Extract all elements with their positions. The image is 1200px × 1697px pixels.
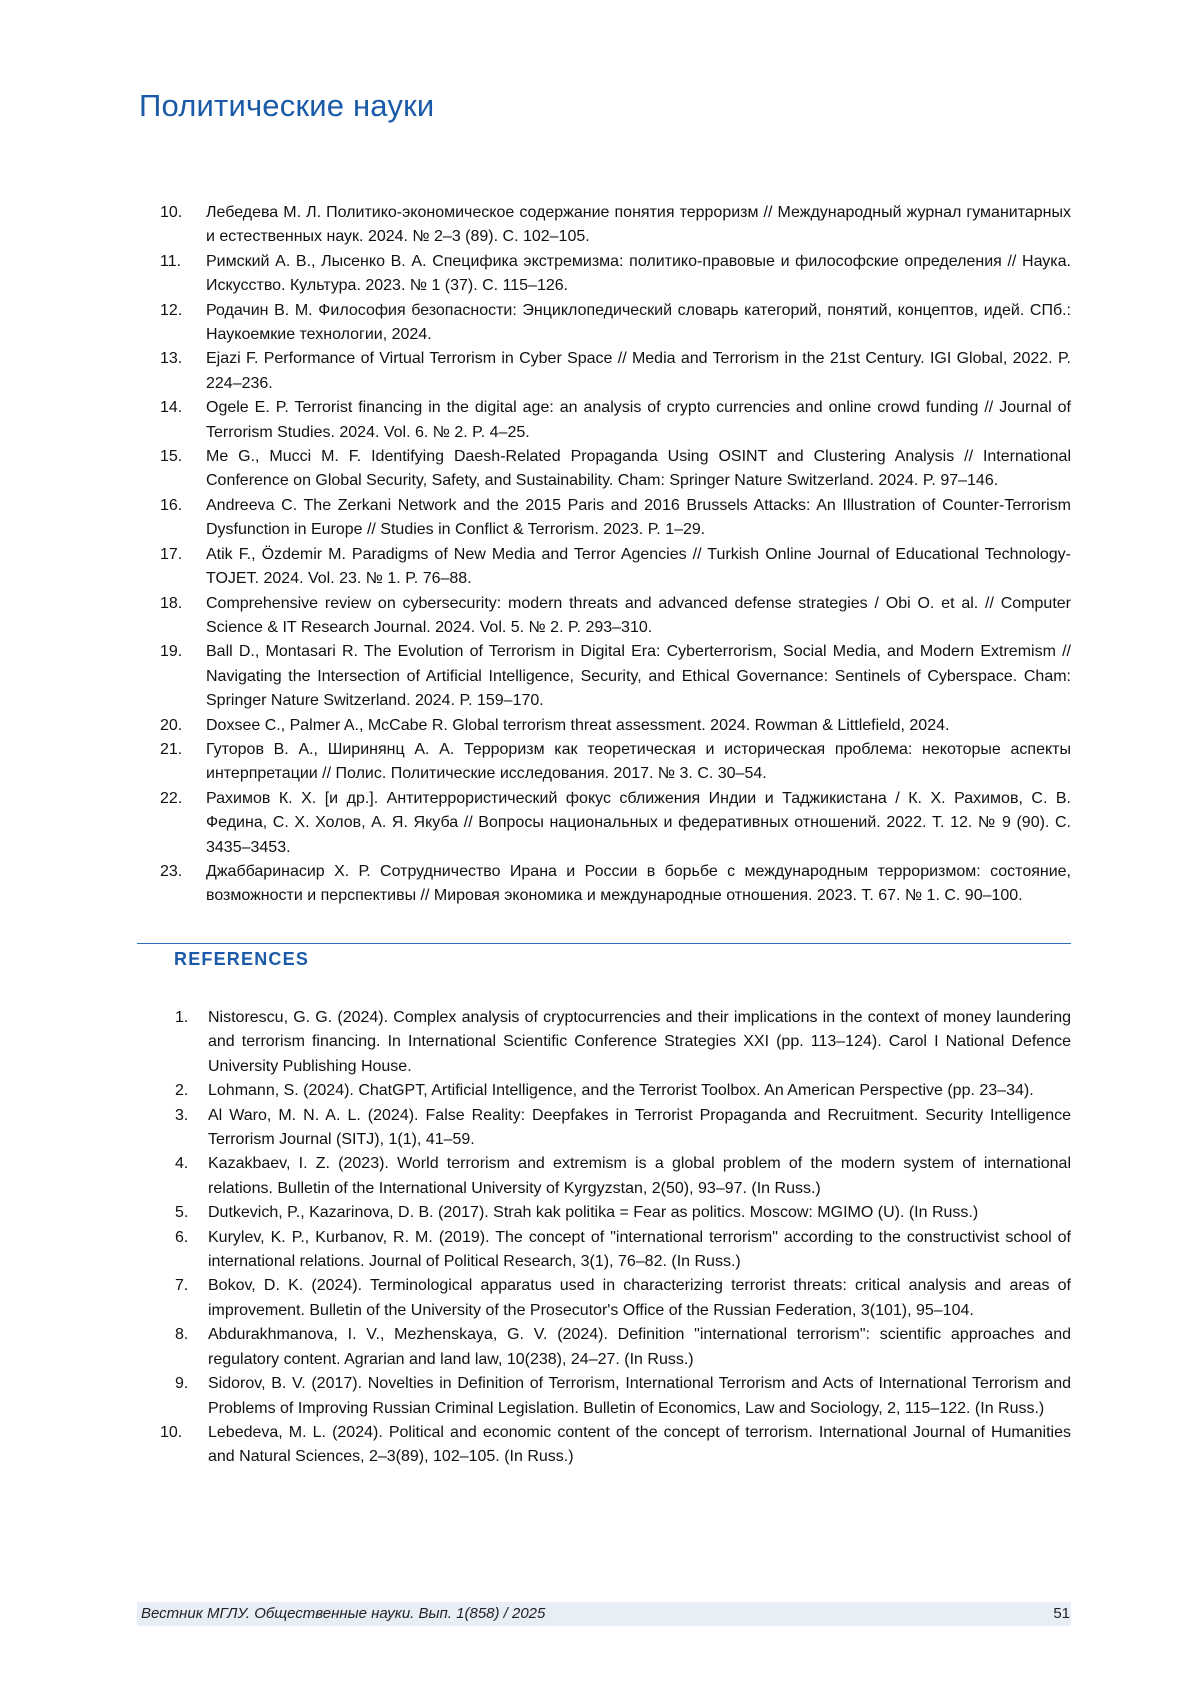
section-divider bbox=[137, 943, 1071, 944]
reference-number: 22. bbox=[160, 789, 183, 807]
reference-item bbox=[160, 714, 1071, 738]
reference-item bbox=[160, 543, 1071, 592]
footer-journal-title: Вестник МГЛУ. Общественные науки. Вып. 1(858) / 2025 bbox=[141, 1605, 546, 1622]
reference-item bbox=[160, 1372, 1071, 1421]
reference-text: Lebedeva, M. L. (2024). Political and economic content of the concept of terrorism. International Journal of Humanities and Natural Sciences, 2–3(89), 102–105. (In Russ.) bbox=[208, 1423, 1071, 1466]
reference-number: 6. bbox=[175, 1228, 189, 1246]
reference-item bbox=[160, 1421, 1071, 1470]
reference-text: Рахимов К. Х. [и др.]. Антитеррористический фокус сближения Индии и Таджикистана / К. Х. Рахимов, С. В. Федина, С. Х. Холов, А. Я. Якуба // Вопросы национальных и федеративных отношений. 2022. Т. 12. № 9 (90). С. 3435–3453. bbox=[206, 789, 1071, 856]
reference-text: Лебедева М. Л. Политико-экономическое содержание понятия терроризм // Международный журнал гуманитарных и естественных наук. 2024. № 2–3 (89). С. 102–105. bbox=[206, 204, 1071, 246]
reference-item bbox=[160, 250, 1071, 299]
reference-number: 15. bbox=[160, 448, 183, 466]
reference-item bbox=[160, 592, 1071, 641]
reference-number: 5. bbox=[175, 1204, 189, 1222]
reference-item bbox=[160, 787, 1071, 860]
reference-item bbox=[160, 1201, 1071, 1225]
reference-text: Bokov, D. K. (2024). Terminological apparatus used in characterizing terrorist threats: critical analysis and areas of improvement. Bulletin of the University of the Prosecutor's Office of the Russian Federation, 3(101), 95–104. bbox=[208, 1277, 1071, 1319]
reference-number: 10. bbox=[160, 204, 183, 221]
reference-text: Andreeva C. The Zerkani Network and the 2015 Paris and 2016 Brussels Attacks: An Illustration of Counter-Terrorism Dysfunction in Europe // Studies in Conflict & Terrorism. 2023. P. 1–29. bbox=[206, 496, 1071, 539]
reference-number: 2. bbox=[175, 1082, 189, 1100]
reference-number: 21. bbox=[160, 740, 183, 758]
section-title: Политические науки bbox=[139, 88, 435, 123]
reference-item bbox=[160, 1079, 1071, 1103]
reference-text: Dutkevich, P., Kazarinova, D. B. (2017). Strah kak politika = Fear as politics. Moscow: MGIMO (U). (In Russ.) bbox=[208, 1204, 979, 1222]
reference-number: 1. bbox=[175, 1009, 189, 1026]
reference-number: 8. bbox=[175, 1326, 189, 1344]
reference-item bbox=[160, 299, 1071, 348]
reference-number: 10. bbox=[160, 1423, 183, 1441]
reference-text: Ogele E. P. Terrorist financing in the digital age: an analysis of crypto currencies and online crowd funding // Journal of Terrorism Studies. 2024. Vol. 6. № 2. P. 4–25. bbox=[206, 399, 1071, 441]
reference-number: 7. bbox=[175, 1277, 189, 1295]
reference-item bbox=[160, 445, 1071, 494]
reference-text: Doxsee C., Palmer A., McCabe R. Global terrorism threat assessment. 2024. Rowman & Littlefield, 2024. bbox=[206, 716, 950, 734]
reference-number: 4. bbox=[175, 1155, 189, 1173]
reference-text: Lohmann, S. (2024). ChatGPT, Artificial Intelligence, and the Terrorist Toolbox. An American Perspective (pp. 23–34). bbox=[208, 1082, 1034, 1100]
russian-reference-list bbox=[160, 201, 1071, 909]
reference-number: 19. bbox=[160, 643, 183, 661]
reference-text: Гуторов В. А., Ширинянц А. А. Терроризм как теоретическая и историческая проблема: некоторые аспекты интерпретации // Полис. Политические исследования. 2017. № 3. С. 30–54. bbox=[206, 740, 1071, 783]
reference-number: 16. bbox=[160, 496, 183, 514]
reference-item bbox=[160, 738, 1071, 787]
reference-item bbox=[160, 494, 1071, 543]
reference-item bbox=[160, 396, 1071, 445]
references-heading: REFERENCES bbox=[174, 949, 310, 969]
reference-text: Kurylev, K. P., Kurbanov, R. M. (2019). The concept of "international terrorism" according to the constructivist school of international relations. Journal of Political Research, 3(1), 76–82. (In Russ.) bbox=[208, 1228, 1071, 1271]
reference-item bbox=[160, 1104, 1071, 1153]
reference-text: Me G., Mucci M. F. Identifying Daesh-Related Propaganda Using OSINT and Clustering Analysis // International Conference on Global Security, Safety, and Sustainability. Cham: Springer Nature Switzerland. 2024. P. 97–146. bbox=[206, 448, 1071, 490]
reference-number: 12. bbox=[160, 301, 183, 319]
reference-item bbox=[160, 347, 1071, 396]
reference-text: Comprehensive review on cybersecurity: modern threats and advanced defense strategies / Obi O. et al. // Computer Science & IT Research Journal. 2024. Vol. 5. № 2. P. 293–310. bbox=[206, 594, 1071, 636]
reference-number: 13. bbox=[160, 350, 183, 368]
reference-number: 17. bbox=[160, 545, 183, 563]
reference-number: 20. bbox=[160, 716, 183, 734]
reference-item bbox=[160, 1006, 1071, 1079]
reference-item bbox=[160, 1274, 1071, 1323]
reference-item bbox=[160, 1226, 1071, 1275]
reference-text: Al Waro, M. N. A. L. (2024). False Reality: Deepfakes in Terrorist Propaganda and Recruitment. Security Intelligence Terrorism Journal (SITJ), 1(1), 41–59. bbox=[208, 1106, 1071, 1149]
reference-item bbox=[160, 1152, 1071, 1201]
reference-text: Джаббаринасир Х. Р. Сотрудничество Ирана и России в борьбе с международным терроризмом: состояние, возможности и перспективы // Мировая экономика и международные отношения. 2023. Т. 67. № 1. С. 90–100. bbox=[206, 862, 1071, 905]
reference-number: 23. bbox=[160, 862, 183, 880]
reference-item bbox=[160, 1323, 1071, 1372]
reference-item bbox=[160, 201, 1071, 250]
reference-text: Abdurakhmanova, I. V., Mezhenskaya, G. V. (2024). Definition "international terrorism": scientific approaches and regulatory content. Agrarian and land law, 10(238), 24–27. (In Russ.) bbox=[208, 1326, 1071, 1368]
reference-item bbox=[160, 860, 1071, 909]
reference-number: 14. bbox=[160, 399, 183, 417]
reference-number: 9. bbox=[175, 1375, 189, 1393]
reference-text: Nistorescu, G. G. (2024). Complex analysis of cryptocurrencies and their implications in the context of money laundering and terrorism financing. In International Scientific Conference Strategies XXI (pp. 113–124). Carol I National Defence University Publishing House. bbox=[208, 1009, 1071, 1075]
page-number: 51 bbox=[1053, 1605, 1070, 1622]
reference-text: Sidorov, B. V. (2017). Novelties in Definition of Terrorism, International Terrorism and Acts of International Terrorism and Problems of Improving Russian Criminal Legislation. Bulletin of Economics, Law and Sociology, 2, 115–122. (In Russ.) bbox=[208, 1375, 1071, 1417]
reference-number: 3. bbox=[175, 1106, 189, 1124]
reference-text: Kazakbaev, I. Z. (2023). World terrorism and extremism is a global problem of the modern system of international relations. Bulletin of the International University of Kyrgyzstan, 2(50), 93–97. (In Russ.) bbox=[208, 1155, 1071, 1197]
reference-number: 11. bbox=[160, 252, 182, 270]
reference-text: Ball D., Montasari R. The Evolution of Terrorism in Digital Era: Cyberterrorism, Social Media, and Modern Extremism // Navigating the Intersection of Artificial Intelligence, Security, and Ethical Governance: Sentinels of Cyberspace. Cham: Springer Nature Switzerland. 2024. P. 159–170. bbox=[206, 643, 1071, 710]
reference-text: Римский А. В., Лысенко В. А. Специфика экстремизма: политико-правовые и философские определения // Наука. Искусство. Культура. 2023. № 1 (37). С. 115–126. bbox=[206, 252, 1071, 295]
reference-text: Родачин В. М. Философия безопасности: Энциклопедический словарь категорий, понятий, концептов, идей. СПб.: Наукоемкие технологии, 2024. bbox=[206, 301, 1071, 344]
english-reference-list bbox=[160, 1006, 1071, 1470]
reference-text: Ejazi F. Performance of Virtual Terrorism in Cyber Space // Media and Terrorism in the 21st Century. IGI Global, 2022. P. 224–236. bbox=[206, 350, 1071, 392]
reference-number: 18. bbox=[160, 594, 183, 612]
reference-text: Atik F., Özdemir M. Paradigms of New Media and Terror Agencies // Turkish Online Journal of Educational Technology-TOJET. 2024. Vol. 23. № 1. P. 76–88. bbox=[206, 545, 1071, 588]
reference-item bbox=[160, 640, 1071, 713]
